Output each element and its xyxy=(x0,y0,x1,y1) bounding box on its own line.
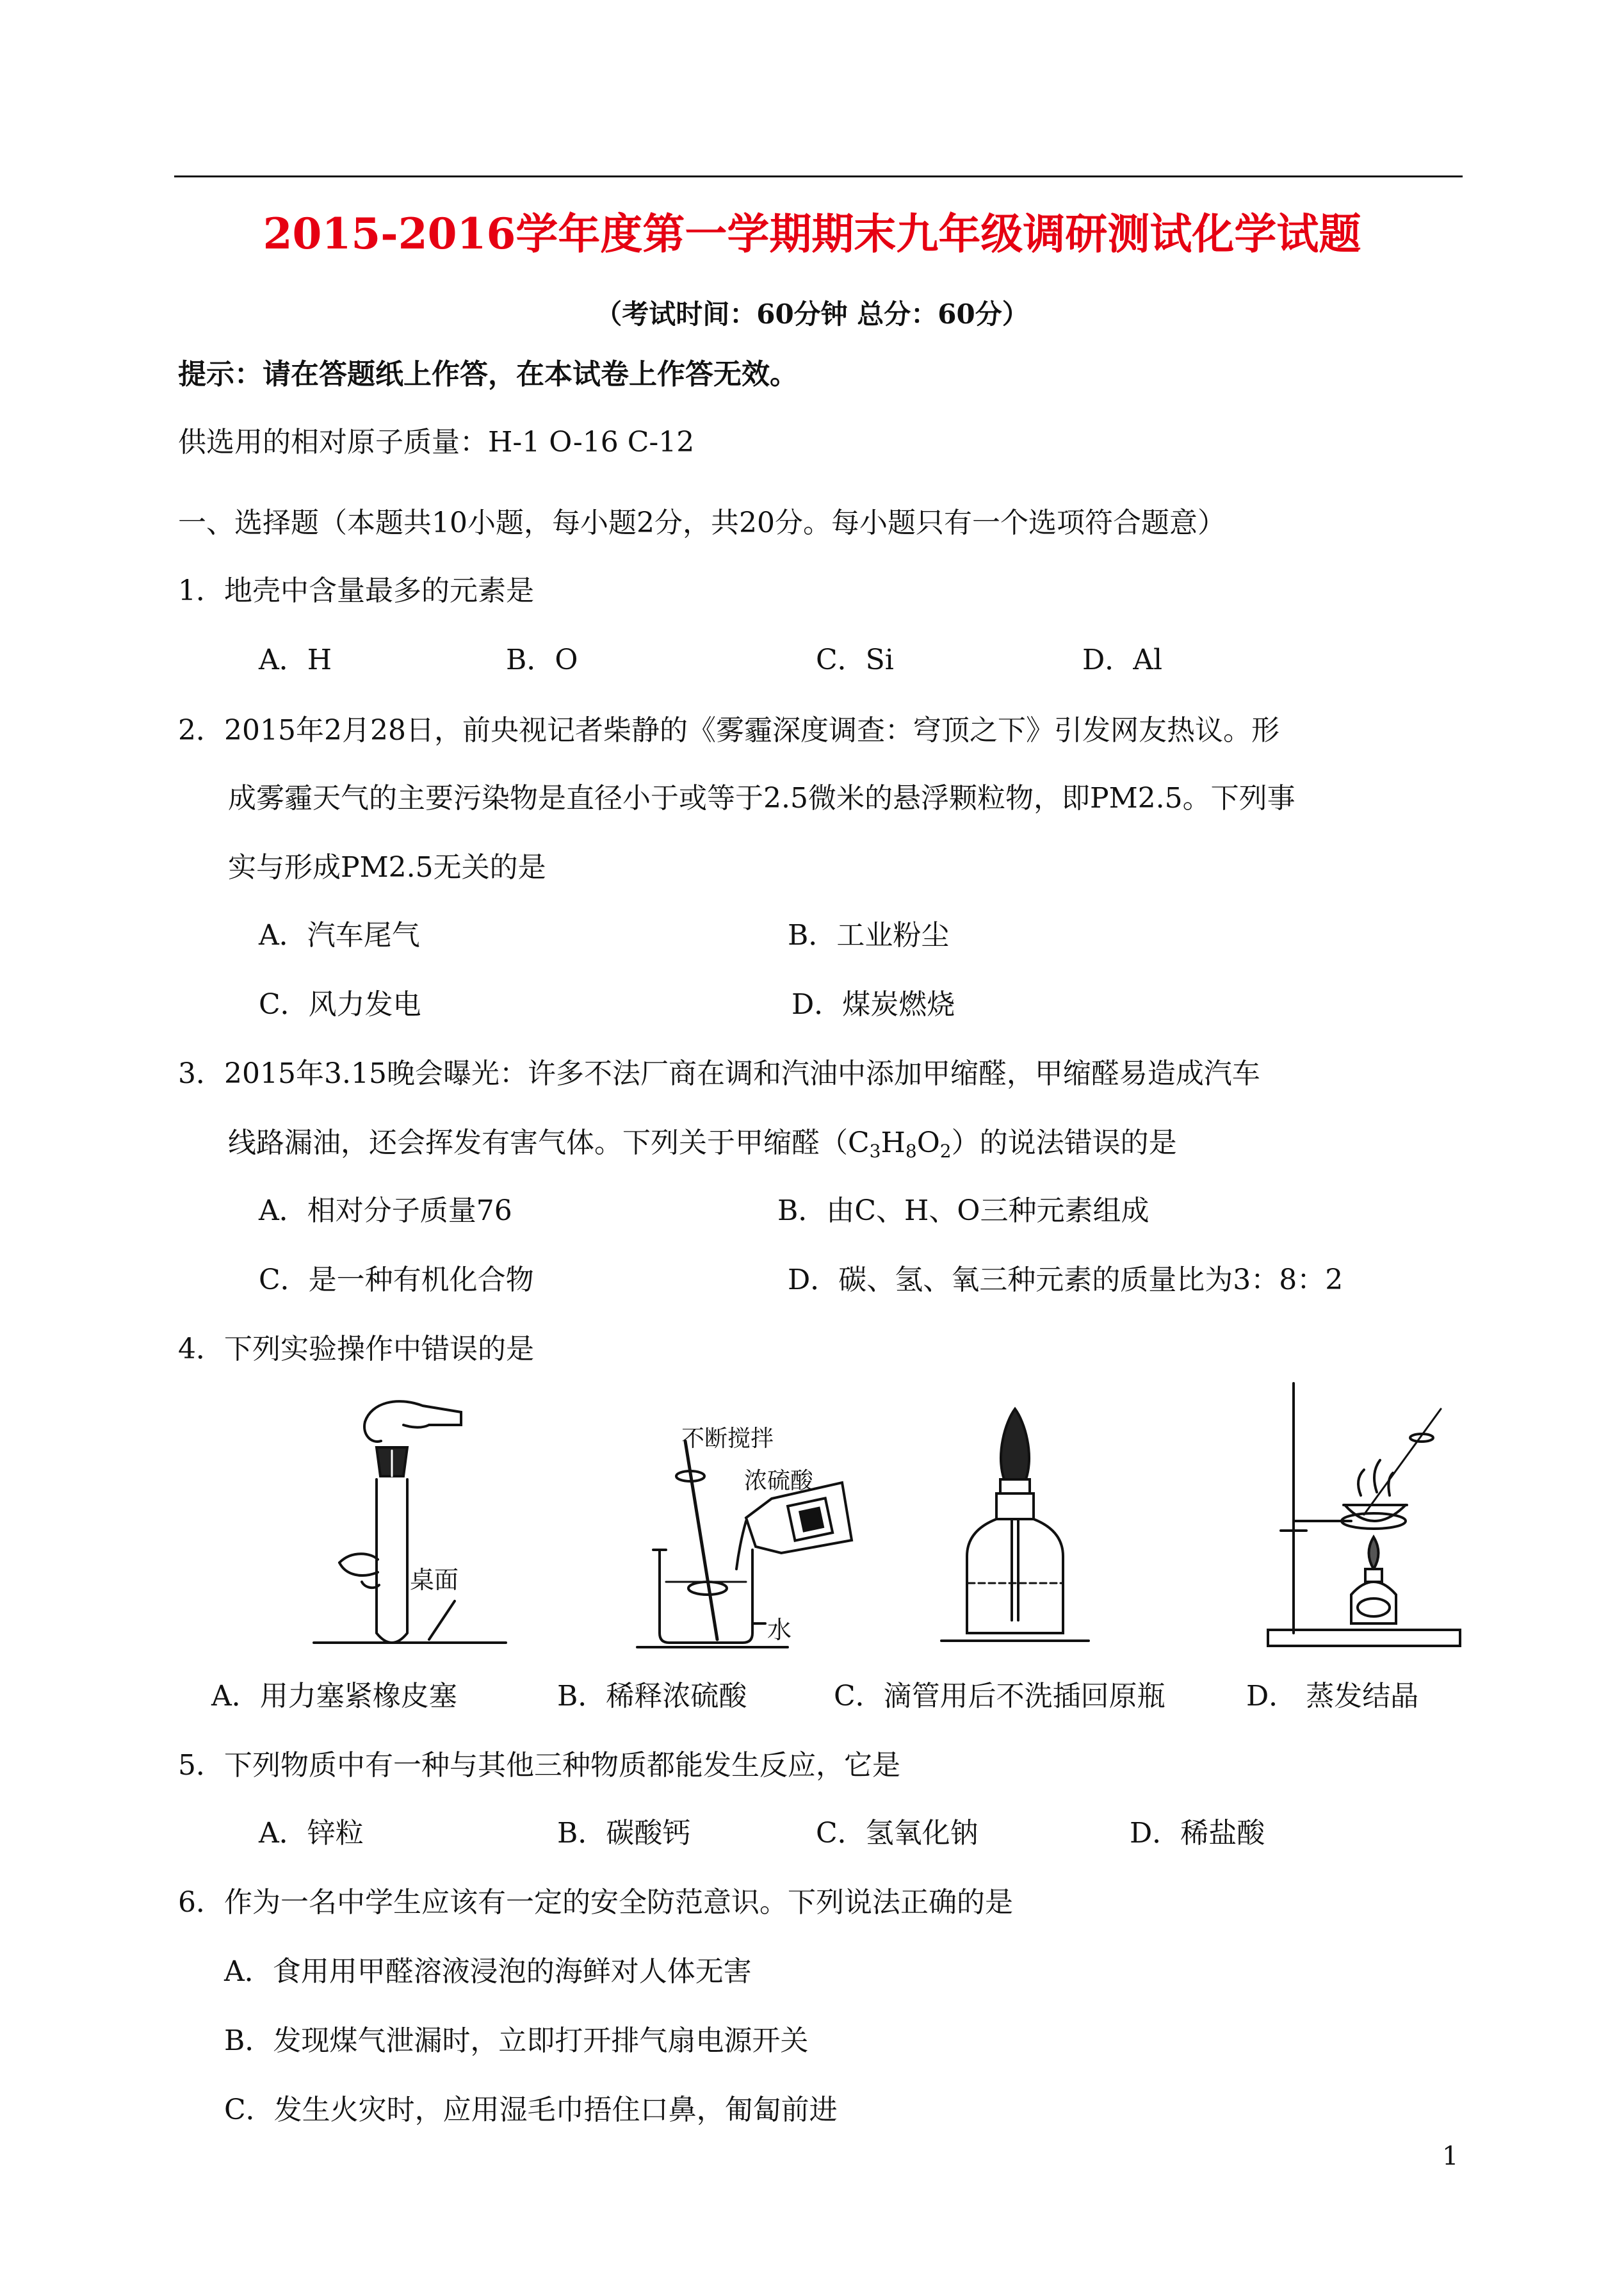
formula-o: O xyxy=(916,1127,940,1159)
exam-title: 2015-2016学年度第一学期期末九年级调研测试化学试题 xyxy=(263,209,1361,259)
q4-stem: 4．下列实验操作中错误的是 xyxy=(178,1333,534,1365)
q5-option-d: D．稀盐酸 xyxy=(1130,1817,1265,1850)
q1-option-d: D．Al xyxy=(1082,644,1163,676)
q3-stem-line1: 3．2015年3.15晚会曝光：许多不法厂商在调和汽油中添加甲缩醛，甲缩醛易造成汽车 xyxy=(178,1057,1260,1090)
formula-sub-3: 3 xyxy=(869,1141,881,1162)
q3-option-d: D．碳、氢、氧三种元素的质量比为3：8：2 xyxy=(788,1264,1344,1296)
dropper-bottle-illustration xyxy=(929,1403,1101,1652)
formula-h: H xyxy=(881,1127,905,1159)
formula-sub-2: 2 xyxy=(939,1141,952,1162)
formula-sub-8: 8 xyxy=(905,1141,917,1162)
hint: 提示：请在答题纸上作答，在本试卷上作答无效。 xyxy=(178,358,798,391)
q1-option-c: C．Si xyxy=(816,644,894,676)
q3-line2-post: ）的说法错误的是 xyxy=(951,1127,1177,1159)
q2-option-d: D．煤炭燃烧 xyxy=(792,988,955,1021)
q2-stem-line2: 成雾霾天气的主要污染物是直径小于或等于2.5微米的悬浮颗粒物，即PM2.5。下列事 xyxy=(228,782,1295,815)
figure-evaporation xyxy=(1255,1377,1473,1652)
q4-option-d: D． 蒸发结晶 xyxy=(1246,1680,1419,1712)
label-stir: 不断搅拌 xyxy=(681,1426,774,1452)
q2-stem-line1: 2．2015年2月28日，前央视记者柴静的《雾霾深度调查：穹顶之下》引发网友热议。形 xyxy=(178,714,1279,747)
q4-option-b: B．稀释浓硫酸 xyxy=(557,1680,747,1712)
q2-option-b: B．工业粉尘 xyxy=(788,919,950,952)
q6-stem: 6．作为一名中学生应该有一定的安全防范意识。下列说法正确的是 xyxy=(178,1886,1013,1919)
q2-option-a: A．汽车尾气 xyxy=(259,919,420,952)
q1-stem: 1．地壳中含量最多的元素是 xyxy=(178,574,534,607)
q3-option-b: B．由C、H、O三种元素组成 xyxy=(777,1194,1149,1227)
q3-option-c: C．是一种有机化合物 xyxy=(259,1264,534,1296)
stopper-illustration xyxy=(301,1390,519,1652)
top-rule xyxy=(174,175,1463,177)
q5-option-c: C．氢氧化钠 xyxy=(816,1817,978,1850)
evaporation-illustration xyxy=(1255,1377,1473,1652)
q3-line2-pre: 线路漏油，还会挥发有害气体。下列关于甲缩醛（C xyxy=(228,1127,870,1159)
q2-option-c: C．风力发电 xyxy=(259,988,421,1021)
q6-option-c: C．发生火灾时，应用湿毛巾捂住口鼻，匍匐前进 xyxy=(224,2094,838,2126)
q6-option-a: A．食用用甲醛溶液浸泡的海鲜对人体无害 xyxy=(224,1955,752,1988)
label-water: 水 xyxy=(767,1616,792,1644)
page-number: 1 xyxy=(1442,2142,1459,2171)
q5-option-a: A．锌粒 xyxy=(259,1817,364,1850)
q1-option-b: B．O xyxy=(506,644,578,676)
q3-stem-line2 xyxy=(228,1119,1177,1162)
q1-option-a: A．H xyxy=(259,644,332,676)
label-acid: 浓硫酸 xyxy=(744,1468,814,1494)
q5-stem: 5．下列物质中有一种与其他三种物质都能发生反应，它是 xyxy=(178,1749,900,1782)
q4-option-a: A．用力塞紧橡皮塞 xyxy=(211,1680,457,1712)
exam-info: （考试时间：60分钟 总分：60分） xyxy=(595,298,1029,330)
q6-option-b: B．发现煤气泄漏时，立即打开排气扇电源开关 xyxy=(224,2024,809,2057)
section-heading: 一、选择题（本题共10小题，每小题2分，共20分。每小题只有一个选项符合题意） xyxy=(178,507,1226,539)
figure-dropper-bottle xyxy=(929,1403,1101,1652)
figure-stopper xyxy=(301,1390,519,1652)
q3-option-a: A．相对分子质量76 xyxy=(259,1194,512,1227)
atomic-masses: 供选用的相对原子质量：H-1 O-16 C-12 xyxy=(178,426,695,459)
q5-option-b: B．碳酸钙 xyxy=(557,1817,691,1850)
q4-option-c: C．滴管用后不洗插回原瓶 xyxy=(834,1680,1165,1712)
q2-stem-line3: 实与形成PM2.5无关的是 xyxy=(228,851,546,884)
label-desk: 桌面 xyxy=(410,1566,459,1594)
